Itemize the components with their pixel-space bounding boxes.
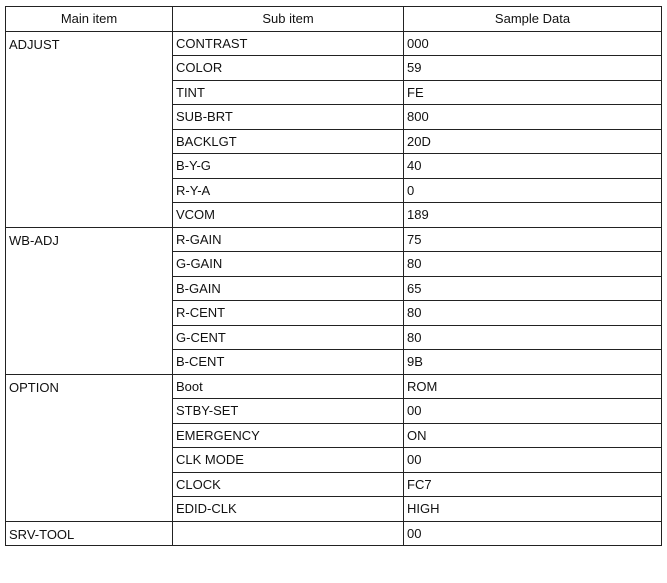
sample-data-cell: 00 [404, 521, 662, 546]
header-row [6, 7, 662, 32]
sub-item-cell: R-Y-A [173, 178, 404, 203]
sample-data-cell: ROM [404, 374, 662, 399]
sub-item-cell: SUB-BRT [173, 105, 404, 130]
header-sample-data: Sample Data [404, 7, 662, 32]
sample-data-cell: 189 [404, 203, 662, 228]
sample-data-cell: HIGH [404, 497, 662, 522]
sub-item-cell: G-GAIN [173, 252, 404, 277]
sub-item-cell: TINT [173, 80, 404, 105]
main-item-cell: ADJUST [6, 31, 173, 227]
sub-item-cell: B-Y-G [173, 154, 404, 179]
sub-item-cell: CLOCK [173, 472, 404, 497]
table-row [6, 31, 662, 56]
sub-item-cell: EDID-CLK [173, 497, 404, 522]
main-item-cell: WB-ADJ [6, 227, 173, 374]
sample-data-cell: 59 [404, 56, 662, 81]
header-main-item: Main item [6, 7, 173, 32]
sub-item-cell: B-CENT [173, 350, 404, 375]
sub-item-cell: G-CENT [173, 325, 404, 350]
sub-item-cell: VCOM [173, 203, 404, 228]
sample-data-cell: 80 [404, 325, 662, 350]
sub-item-cell: BACKLGT [173, 129, 404, 154]
main-item-cell: OPTION [6, 374, 173, 521]
sub-item-cell: COLOR [173, 56, 404, 81]
sub-item-cell: CONTRAST [173, 31, 404, 56]
sub-item-cell: CLK MODE [173, 448, 404, 473]
sample-data-cell: 80 [404, 252, 662, 277]
sample-data-cell: ON [404, 423, 662, 448]
sample-data-cell: 65 [404, 276, 662, 301]
sample-data-cell: 75 [404, 227, 662, 252]
main-item-cell: SRV-TOOL [6, 521, 173, 546]
sample-data-cell: 20D [404, 129, 662, 154]
sample-data-cell: 800 [404, 105, 662, 130]
sample-data-cell: FE [404, 80, 662, 105]
sample-data-cell: 9B [404, 350, 662, 375]
table-body [6, 31, 662, 546]
sample-data-cell: 40 [404, 154, 662, 179]
sub-item-cell: Boot [173, 374, 404, 399]
sample-data-cell: 0 [404, 178, 662, 203]
sample-data-cell: 00 [404, 399, 662, 424]
table-row [6, 521, 662, 546]
sub-item-cell: B-GAIN [173, 276, 404, 301]
sub-item-cell: EMERGENCY [173, 423, 404, 448]
header-sub-item: Sub item [173, 7, 404, 32]
sub-item-cell [173, 521, 404, 546]
sample-data-cell: 00 [404, 448, 662, 473]
settings-table [5, 6, 662, 546]
sub-item-cell: R-GAIN [173, 227, 404, 252]
sample-data-cell: 000 [404, 31, 662, 56]
sub-item-cell: R-CENT [173, 301, 404, 326]
sample-data-cell: FC7 [404, 472, 662, 497]
table-row [6, 227, 662, 252]
sample-data-cell: 80 [404, 301, 662, 326]
sub-item-cell: STBY-SET [173, 399, 404, 424]
table-row [6, 374, 662, 399]
